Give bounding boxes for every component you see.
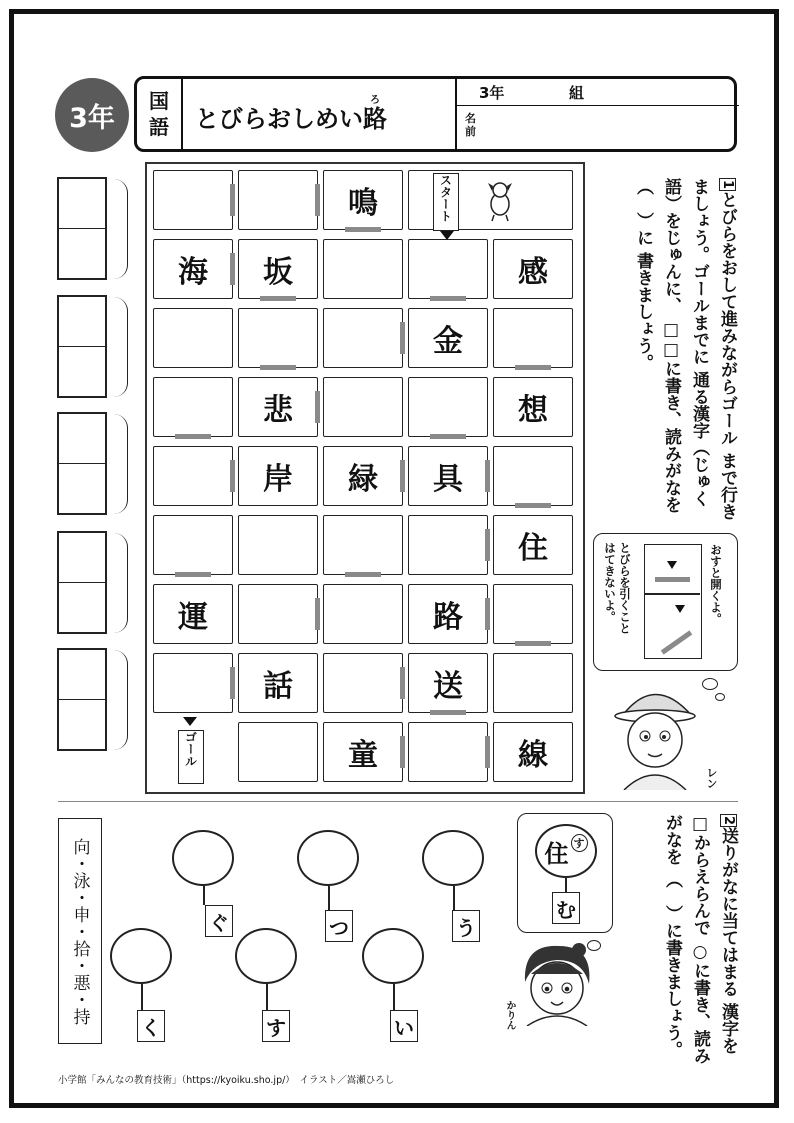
maze-room xyxy=(238,377,318,437)
maze-kanji: 鳴 xyxy=(348,186,378,221)
maze-room xyxy=(493,584,573,644)
maze-room xyxy=(408,377,488,437)
answer-balloon[interactable] xyxy=(235,928,297,984)
maze-room xyxy=(493,446,573,506)
maze-door xyxy=(260,365,296,370)
reading-paren-5[interactable] xyxy=(110,650,128,750)
maze-room xyxy=(153,308,233,368)
maze-door xyxy=(315,598,320,630)
maze-room xyxy=(323,308,403,368)
maze-door xyxy=(400,736,405,768)
dog-icon xyxy=(478,178,518,222)
name-label-bottom: 前 xyxy=(465,125,476,138)
kanji-choices-box xyxy=(58,818,102,1044)
maze-door xyxy=(230,667,235,699)
maze-kanji: 路 xyxy=(433,600,463,635)
class-label: 組 xyxy=(569,84,585,102)
reading-paren-2[interactable] xyxy=(110,297,128,397)
okurigana-tag: す xyxy=(262,1010,290,1042)
q2-line-3: ○に書き、読みがなを xyxy=(662,814,710,1064)
subject-char-1: 国 xyxy=(149,89,169,113)
maze-room xyxy=(493,653,573,713)
maze-room xyxy=(238,515,318,575)
hint-bubble xyxy=(593,533,738,671)
worksheet-header xyxy=(134,76,737,152)
q2-line-4: （ ）に書きましょう。 xyxy=(662,870,682,1058)
q1-line-3: 通る漢字（じゅく語）をじゅんに、 xyxy=(661,178,709,507)
answer-square[interactable] xyxy=(59,297,105,347)
maze-door xyxy=(230,253,235,285)
reading-paren-4[interactable] xyxy=(110,533,128,633)
hint-text-right: おすと開くよ。 xyxy=(709,544,723,625)
maze-kanji: 童 xyxy=(348,738,378,773)
girl-character-icon xyxy=(517,940,597,1026)
hint-text-left: とびらを引くこと はてきないよ。 xyxy=(603,542,632,634)
maze-room xyxy=(493,239,573,299)
maze-room xyxy=(153,239,233,299)
maze-kanji: 線 xyxy=(518,738,548,773)
answer-balloon[interactable] xyxy=(362,928,424,984)
name-label-top: 名 xyxy=(465,112,476,125)
thought-dot xyxy=(702,678,718,690)
q1-line-1: とびらをおして進みながらゴール xyxy=(717,191,737,447)
answer-square[interactable] xyxy=(59,700,105,750)
door-diagram xyxy=(644,544,702,659)
maze-kanji: 海 xyxy=(178,255,208,290)
answer-box-2[interactable] xyxy=(57,295,107,398)
okurigana-tag: い xyxy=(390,1010,418,1042)
title-kanji: 路 xyxy=(363,105,387,133)
maze-kanji: 坂 xyxy=(263,255,293,290)
push-arrow-icon xyxy=(667,561,677,569)
maze-door xyxy=(400,667,405,699)
maze-room xyxy=(238,446,318,506)
answer-square[interactable] xyxy=(59,229,105,279)
maze-room xyxy=(153,377,233,437)
answer-balloon[interactable] xyxy=(297,830,359,886)
maze-door xyxy=(430,710,466,715)
maze-kanji: 運 xyxy=(178,600,208,635)
answer-square[interactable] xyxy=(59,179,105,229)
maze-room xyxy=(153,170,233,230)
answer-square[interactable] xyxy=(59,347,105,397)
maze xyxy=(145,162,585,794)
answer-balloon[interactable] xyxy=(172,830,234,886)
maze-door xyxy=(485,598,490,630)
maze-room xyxy=(238,308,318,368)
maze-room xyxy=(408,722,488,782)
maze-room xyxy=(408,515,488,575)
maze-door xyxy=(485,529,490,561)
maze-room xyxy=(408,308,488,368)
answer-balloon[interactable] xyxy=(110,928,172,984)
maze-door xyxy=(400,460,405,492)
boy-character-icon xyxy=(610,678,700,790)
maze-door xyxy=(260,296,296,301)
answer-box-5[interactable] xyxy=(57,648,107,751)
class-line[interactable] xyxy=(457,79,739,106)
q1-line-4: □□に書き、読みがなを（ ）に xyxy=(633,178,681,513)
reading-paren-1[interactable] xyxy=(110,179,128,279)
example-balloon xyxy=(535,824,597,878)
maze-room xyxy=(323,377,403,437)
answer-balloon[interactable] xyxy=(422,830,484,886)
worksheet-title xyxy=(195,95,387,134)
maze-door xyxy=(515,641,551,646)
maze-door xyxy=(175,434,211,439)
subject-char-2: 語 xyxy=(149,115,169,139)
maze-room xyxy=(323,515,403,575)
subject-box xyxy=(137,79,183,149)
maze-room xyxy=(238,584,318,644)
start-label: スタート xyxy=(433,173,459,231)
q2-line-2: 漢字を□からえらんで xyxy=(690,814,738,1054)
name-label xyxy=(465,112,476,138)
maze-door xyxy=(515,365,551,370)
maze-kanji: 想 xyxy=(518,393,548,428)
maze-room xyxy=(493,515,573,575)
grade-badge: 3年 xyxy=(55,78,129,152)
answer-square[interactable] xyxy=(59,583,105,633)
maze-room xyxy=(238,722,318,782)
char-karin-label: かりん xyxy=(504,1000,515,1030)
maze-room xyxy=(408,653,488,713)
maze-room xyxy=(493,722,573,782)
maze-room xyxy=(408,584,488,644)
answer-square[interactable] xyxy=(59,464,105,514)
maze-door xyxy=(230,460,235,492)
title-text: とびらおしめい xyxy=(195,105,363,133)
okurigana-tag: ぐ xyxy=(205,905,233,937)
maze-kanji: 感 xyxy=(518,255,548,290)
maze-door xyxy=(230,184,235,216)
example-kanji: 住 xyxy=(544,838,569,868)
maze-kanji: 具 xyxy=(433,462,463,497)
char-ren-label: レン xyxy=(705,767,718,789)
answer-box-1[interactable] xyxy=(57,177,107,280)
okurigana-tag: つ xyxy=(325,910,353,942)
maze-kanji: 金 xyxy=(433,324,463,359)
maze-door xyxy=(430,296,466,301)
answer-box-3[interactable] xyxy=(57,412,107,515)
okurigana-tag: く xyxy=(137,1010,165,1042)
class-grade: 3年 xyxy=(479,84,505,102)
maze-door xyxy=(315,184,320,216)
maze-room xyxy=(238,653,318,713)
maze-room xyxy=(493,377,573,437)
maze-room xyxy=(153,515,233,575)
q1-line-5: 書きましょう。 xyxy=(633,251,653,371)
maze-door xyxy=(175,572,211,577)
start-arrow-icon xyxy=(440,231,454,240)
goal-arrow-icon xyxy=(183,717,197,726)
maze-kanji: 住 xyxy=(518,531,548,566)
maze-kanji: 悲 xyxy=(263,393,293,428)
q1-line-2: まで行きましょう。ゴールまでに xyxy=(689,178,737,520)
example-bubble xyxy=(517,813,613,933)
maze-room xyxy=(323,653,403,713)
maze-room xyxy=(323,722,403,782)
maze-kanji: 話 xyxy=(263,669,293,704)
maze-door xyxy=(345,572,381,577)
maze-kanji: 送 xyxy=(433,669,463,704)
kanji-choices: 向・泳・申・拾・悪・持 xyxy=(69,837,90,1025)
title-ruby: ろ xyxy=(363,95,387,106)
maze-room xyxy=(153,446,233,506)
maze-room xyxy=(153,653,233,713)
answer-square[interactable] xyxy=(59,414,105,464)
answer-square[interactable] xyxy=(59,650,105,700)
maze-room xyxy=(323,584,403,644)
maze-door xyxy=(400,322,405,354)
maze-room xyxy=(238,170,318,230)
maze-door xyxy=(485,460,490,492)
divider xyxy=(58,801,738,802)
goal-label: ゴール xyxy=(178,730,204,784)
q1-number: 1 xyxy=(720,180,735,190)
maze-room xyxy=(323,446,403,506)
example-okuri-tag: む xyxy=(552,892,580,924)
question-2 xyxy=(622,814,742,1064)
reading-paren-3[interactable] xyxy=(110,414,128,514)
maze-room xyxy=(493,308,573,368)
maze-room xyxy=(408,239,488,299)
maze-door xyxy=(430,434,466,439)
maze-door xyxy=(345,227,381,232)
example-yomi: す xyxy=(571,834,588,852)
maze-room xyxy=(153,584,233,644)
answer-box-4[interactable] xyxy=(57,531,107,634)
thought-dot-small xyxy=(715,693,725,701)
maze-kanji: 緑 xyxy=(348,462,378,497)
q2-line-1: 送りがなに当てはまる xyxy=(718,827,738,998)
maze-room xyxy=(323,239,403,299)
name-box[interactable] xyxy=(455,79,739,149)
maze-door xyxy=(315,391,320,423)
maze-door xyxy=(515,503,551,508)
footer-credit: 小学館「みんなの教育技術」（https://kyoiku.sho.jp/） イラスト／嵩瀬ひろし xyxy=(58,1075,395,1086)
okurigana-tag: う xyxy=(452,910,480,942)
pull-arrow-icon xyxy=(675,605,685,613)
maze-room xyxy=(323,170,403,230)
answer-square[interactable] xyxy=(59,533,105,583)
maze-door xyxy=(485,736,490,768)
q2-number: 2 xyxy=(721,816,736,826)
maze-kanji: 岸 xyxy=(263,462,293,497)
maze-room xyxy=(408,446,488,506)
maze-room xyxy=(238,239,318,299)
question-1 xyxy=(596,178,741,523)
